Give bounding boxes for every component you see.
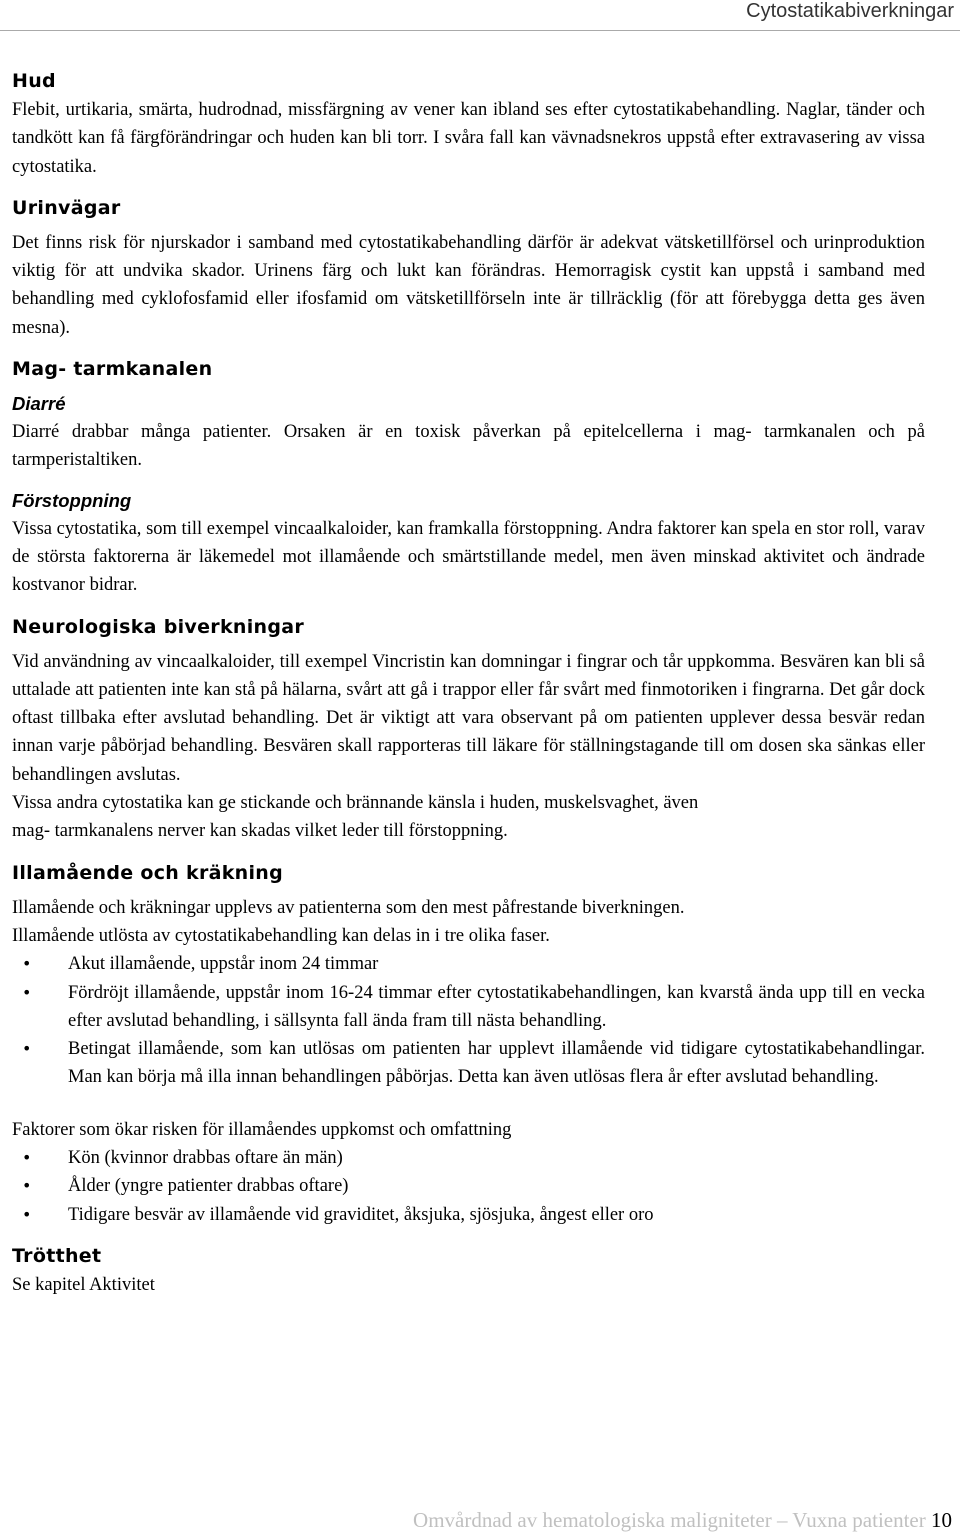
paragraph-neurologiska-line1: Vissa andra cytostatika kan ge stickande och brännande känsla i huden, muskelsvaghet, även <box>12 793 699 814</box>
paragraph-forstoppning: Vissa cytostatika, som till exempel vincaalkaloider, kan framkalla förstoppning. Andra faktorer kan spela en stor roll, varav de största faktorerna är läkemedel mot illamående och smärtstillande medel, men även minskad aktivitet och ändrade kostvanor bidrar. <box>12 518 925 596</box>
list-item: • Betingat illamående, som kan utlösas om patienten har upplevt illamående vid tidigare cytostatikabehandlingar. Man kan börja må illa innan behandlingen påbörjas. Detta kan även utlösas flera år efter avslutad behandling. <box>12 1035 925 1092</box>
page-footer <box>413 1508 952 1533</box>
paragraph-diarre: Diarré drabbar många patienter. Orsaken är en toxisk påverkan på epitelcellerna i mag- tarmkanalen och på tarmperistaltiken. <box>12 422 925 471</box>
paragraph-neurologiska-line2: mag- tarmkanalens nerver kan skadas vilket leder till förstoppning. <box>12 821 508 842</box>
page-content <box>12 66 925 1299</box>
paragraph-trotthet: Se kapitel Aktivitet <box>12 1274 155 1295</box>
footer-title: Omvårdnad av hematologiska maligniteter – Vuxna patienter <box>413 1508 926 1532</box>
section-heading-neurologiska: Neurologiska biverkningar <box>12 615 305 638</box>
list-riskfaktorer <box>12 1144 925 1229</box>
section-heading-trotthet: Trötthet <box>12 1244 102 1267</box>
paragraph-illamaende-faser: Illamående utlösta av cytostatikabehandling kan delas in i tre olika faser. <box>12 925 550 946</box>
list-item: • Kön (kvinnor drabbas oftare än män) <box>12 1144 925 1172</box>
section-heading-mag-tarmkanalen: Mag- tarmkanalen <box>12 358 213 381</box>
subheading-diarre: Diarré <box>12 393 66 415</box>
list-item: • Fördröjt illamående, uppstår inom 16-24 timmar efter cytostatikabehandlingen, kan kvarstå ända upp till en vecka efter avslutad behandling, i sällsynta fall ända fram till nästa behandling. <box>12 979 925 1036</box>
section-heading-illamaende: Illamående och kräkning <box>12 861 284 884</box>
section-heading-urinvagar: Urinvägar <box>12 196 121 219</box>
list-illamaende-faser <box>12 950 925 1091</box>
paragraph-urinvagar: Det finns risk för njurskador i samband med cytostatikabehandling därför är adekvat vätsketillförsel och urinproduktion viktig för att undvika skador. Urinens färg och lukt kan förändras. Hemorragisk cystit kan uppstå i samband med behandling med cyklofosfamid eller ifosfamid om vätsketillförseln inte är tillräcklig (för att förebygga detta ges även mesna). <box>12 232 925 338</box>
list-item: • Tidigare besvär av illamående vid graviditet, åksjuka, sjösjuka, ångest eller oro <box>12 1201 925 1229</box>
paragraph-neurologiska: Vid användning av vincaalkaloider, till exempel Vincristin kan domningar i fingrar och tår uppkomma. Besvären kan bli så uttalade att patienten inte kan stå på hälarna, svårt att gå i trappor eller får svårt med finmotoriken i fingrarna. Det går dock oftast tillbaka efter avslutad behandling. Det är viktigt att vara observant på om patienten upplever dessa besvär redan innan varje påbörjad behandling. Besvären skall rapporteras till läkare för ställningstagande till om dosen ska sänkas eller behandlingen avslutas. <box>12 651 925 785</box>
subheading-forstoppning: Förstoppning <box>12 489 132 511</box>
section-heading-hud: Hud <box>12 70 56 92</box>
paragraph-riskfaktorer: Faktorer som ökar risken för illamåendes uppkomst och omfattning <box>12 1119 512 1140</box>
running-header-title: Cytostatikabiverkningar <box>746 0 954 22</box>
page-number: 10 <box>931 1508 952 1532</box>
paragraph-illamaende-intro: Illamående och kräkningar upplevs av patienterna som den mest påfrestande biverkningen. <box>12 897 685 918</box>
header-rule <box>0 30 960 31</box>
list-item: • Ålder (yngre patienter drabbas oftare) <box>12 1172 925 1200</box>
list-item: • Akut illamående, uppstår inom 24 timmar <box>12 950 925 978</box>
paragraph-hud: Flebit, urtikaria, smärta, hudrodnad, missfärgning av vener kan ibland ses efter cytostatikabehandling. Naglar, tänder och tandkött kan få färgförändringar och huden kan bli torr. I svåra fall kan vävnadsnekros uppstå efter extravasering av vissa cytostatika. <box>12 100 925 177</box>
